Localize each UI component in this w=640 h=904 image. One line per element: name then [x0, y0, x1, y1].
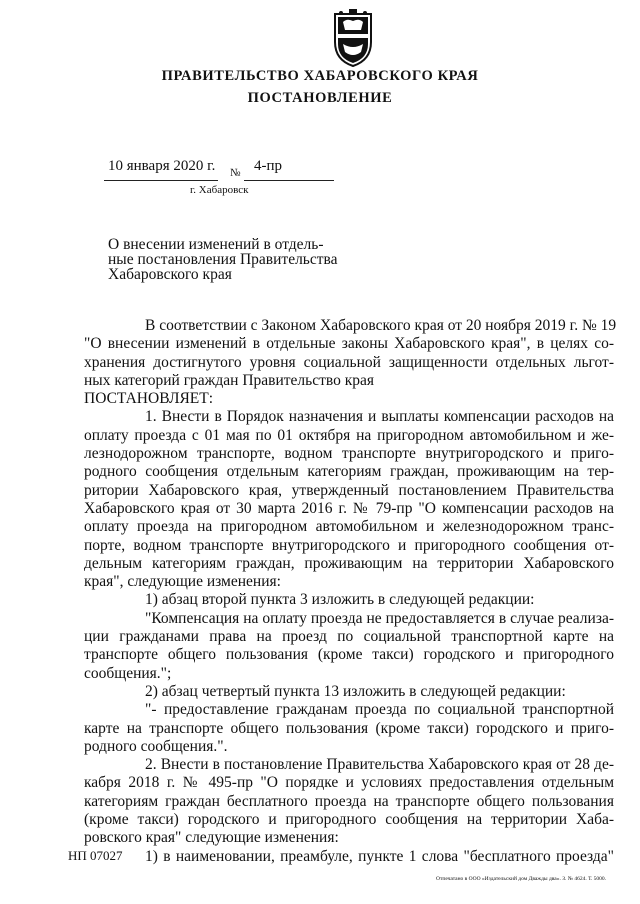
body-line: транспорте общего пользования (кроме такси) городского и пригородного	[84, 646, 614, 664]
body-line: ных категорий граждан Правительство края	[84, 371, 375, 389]
document-subject	[108, 237, 368, 282]
subject-line: ные постановления Правительства	[108, 251, 338, 268]
body-line: хранения достигнутого уровня социальной защищенности отдельных льгот-	[84, 353, 614, 371]
document-date: 10 января 2020 г.	[108, 158, 216, 174]
document-code: НП 07027	[68, 848, 123, 863]
body-line: "- предоставление гражданам проезда по социальной транспортной	[145, 701, 614, 719]
body-line: порте, водном транспорте внутригородского и пригородного сообщения от-	[84, 536, 614, 554]
body-line: сообщения.";	[84, 664, 172, 682]
body-line: В соответствии с Законом Хабаровского края от 20 ноября 2019 г. № 19	[145, 317, 617, 334]
document-body	[84, 317, 617, 866]
body-line: родного сообщения отдельным категориям граждан, проживающим на тер-	[84, 463, 614, 481]
body-line: края", следующие изменения:	[84, 573, 281, 591]
number-sign: №	[230, 167, 241, 179]
body-line: "Компенсация на оплату проезда не предоставляется в случае реализа-	[145, 609, 614, 627]
body-line: оплату проезда на пригородном автомобильном и железнодорожном транс-	[84, 518, 614, 536]
number-underline	[244, 180, 334, 181]
document-number: 4-пр	[254, 158, 283, 174]
body-line: лезнодорожном транспорте, водном транспорте внутригородского и приго-	[84, 445, 614, 463]
khabarovsk-coat-of-arms-icon	[329, 8, 377, 68]
print-note: Отпечатано в ООО «Издательский дом Дважды два». З. № 4624. Т. 5000.	[436, 876, 607, 882]
body-line: оплату проезда с 01 мая по 01 октября на пригородном автомобильном и же-	[84, 426, 614, 444]
body-line: дельным категориям граждан, проживающим на территории Хабаровского	[84, 554, 614, 572]
date-underline	[104, 180, 218, 181]
body-line: 2. Внести в постановление Правительства Хабаровского края от 28 де-	[145, 756, 614, 774]
body-line: ровского края" следующие изменения:	[84, 829, 339, 847]
body-line: "О внесении изменений в отдельные законы Хабаровского края", в целях со-	[84, 335, 614, 353]
body-line: Хабаровского края от 30 марта 2016 г. № 79-пр "О компенсации расходов на	[84, 499, 614, 517]
body-line: категориям граждан бесплатного проезда на транспорте общего пользования	[84, 792, 614, 810]
body-line: (кроме такси) городского и пригородного сообщения на территории Хаба-	[84, 811, 614, 829]
subject-line: Хабаровского края	[108, 266, 232, 283]
body-line: 2) абзац четвертый пункта 13 изложить в следующей редакции:	[145, 682, 566, 700]
body-line: кабря 2018 г. № 495-пр "О порядке и условиях предоставления отдельным	[84, 774, 614, 792]
body-line: родного сообщения.".	[84, 737, 228, 755]
body-line: карте на транспорте общего пользования (кроме такси) городского и приго-	[84, 719, 614, 737]
body-line: ции гражданами права на проезд по социальной транспортной карте на	[84, 628, 614, 646]
document-type: ПОСТАНОВЛЕНИЕ	[247, 90, 393, 106]
body-line: ПОСТАНОВЛЯЕТ:	[84, 390, 214, 408]
government-title: ПРАВИТЕЛЬСТВО ХАБАРОВСКОГО КРАЯ	[161, 68, 479, 84]
body-line: ритории Хабаровского края, утвержденный постановлением Правительства	[84, 481, 614, 499]
body-line: 1. Внести в Порядок назначения и выплаты компенсации расходов на	[145, 408, 614, 426]
document-city: г. Хабаровск	[190, 184, 249, 196]
body-line: 1) абзац второй пункта 3 изложить в следующей редакции:	[145, 591, 535, 609]
subject-line: О внесении изменений в отдель-	[108, 236, 324, 253]
body-line: 1) в наименовании, преамбуле, пункте 1 слова "бесплатного проезда"	[145, 847, 614, 865]
